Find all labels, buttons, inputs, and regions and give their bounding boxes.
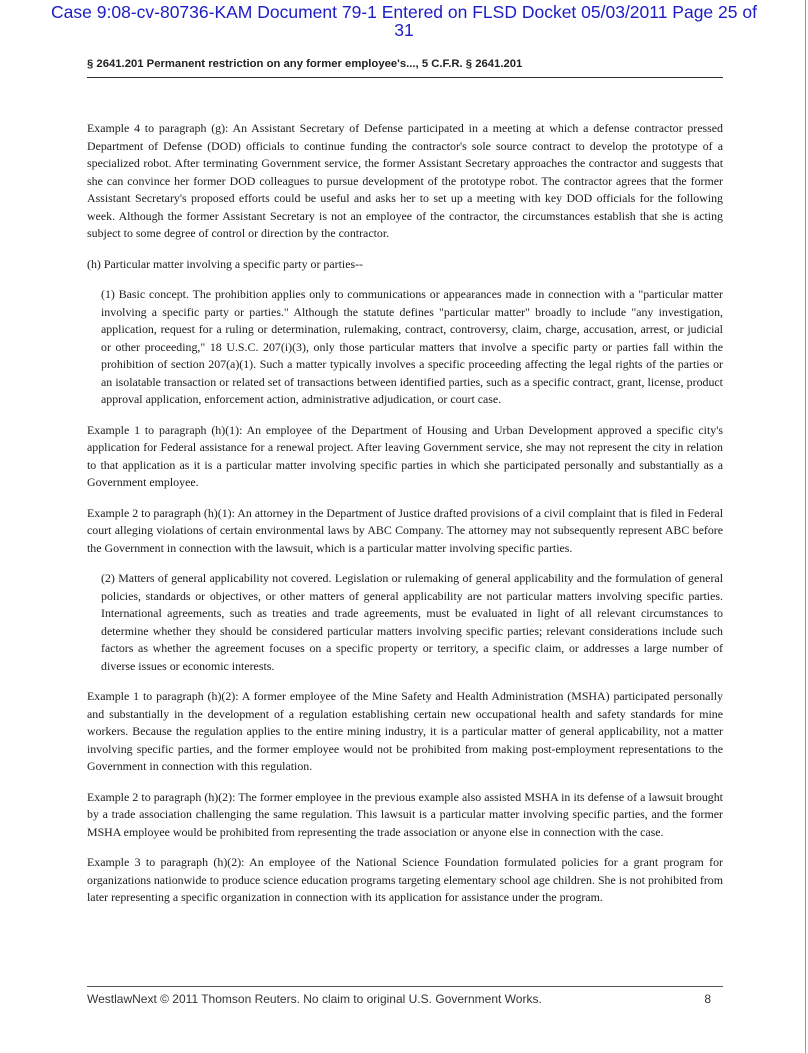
header-divider	[87, 77, 723, 78]
stamp-line-1: Case 9:08-cv-80736-KAM Document 79-1 Entered on FLSD Docket 05/03/2011 Page 25 of	[51, 2, 757, 22]
paragraph-h1-basic-concept: (1) Basic concept. The prohibition applies only to communications or appearances made in connection with a "particular matter involving a specific party or parties." Although the statute defines "particular matter" broadly to include "any investigation, application, request for a ruling or determination, rulemaking, contract, controversy, claim, charge, accusation, arrest, or judicial or other proceeding," 18 U.S.C. 207(i)(3), only those particular matters that involve a specific party or parties fall within the prohibition of section 207(a)(1). Such a matter typically involves a specific proceeding affecting the legal rights of the parties or an isolatable transaction or related set of transactions between identified parties, such as a specific contract, grant, license, product approval application, enforcement action, administrative adjudication, or court case.	[101, 287, 723, 406]
page-footer	[87, 992, 723, 1006]
document-header: § 2641.201 Permanent restriction on any former employee's..., 5 C.F.R. § 2641.201	[87, 58, 523, 70]
paragraph-example-1-h2: Example 1 to paragraph (h)(2): A former employee of the Mine Safety and Health Administration (MSHA) participated personally and substantially in the development of a regulation establishing certain new occupational health and safety standards for mine workers. Because the regulation applies to the entire mining industry, it is a particular matter of general applicability, not a matter involving specific parties, and the former employee would not be prohibited from making post-employment representations to the Government in connection with this regulation.	[87, 689, 723, 773]
page-number: 8	[704, 992, 711, 1006]
stamp-line-2: 31	[394, 20, 414, 40]
document-body	[87, 120, 723, 920]
paragraph-h-heading: (h) Particular matter involving a specific party or parties--	[87, 256, 364, 271]
paragraph-h2-general-applicability: (2) Matters of general applicability not covered. Legislation or rulemaking of general applicability and the formulation of general policies, standards or objectives, or other matters of general applicability are not particular matters involving specific parties. International agreements, such as treaties and trade agreements, must be evaluated in light of all relevant circumstances to determine whether they should be considered particular matters involving specific parties; relevant considerations include such factors as whether the agreement focuses on a specific property or territory, a specific claim, or addresses a large number of diverse issues or economic interests.	[101, 571, 723, 673]
page-edge-line	[805, 0, 806, 1053]
footer-copyright: WestlawNext © 2011 Thomson Reuters. No claim to original U.S. Government Works.	[87, 992, 542, 1006]
paragraph-example-2-h1: Example 2 to paragraph (h)(1): An attorney in the Department of Justice drafted provisions of a civil complaint that is filed in Federal court alleging violations of certain environmental laws by ABC Company. The attorney may not subsequently represent ABC before the Government in connection with the lawsuit, which is a particular matter involving specific parties.	[87, 505, 723, 555]
paragraph-example-2-h2: Example 2 to paragraph (h)(2): The former employee in the previous example also assisted MSHA in its defense of a lawsuit brought by a trade association challenging the same regulation. This lawsuit is a particular matter involving specific parties, and the former MSHA employee would be prohibited from representing the trade association or anyone else in connection with the case.	[87, 789, 723, 839]
paragraph-example-1-h1: Example 1 to paragraph (h)(1): An employee of the Department of Housing and Urban Development approved a specific city's application for Federal assistance for a renewal project. After leaving Government service, she may not represent the city in relation to that application as it is a particular matter involving specific parties in which she participated personally and substantially as a Government employee.	[87, 422, 723, 489]
paragraph-example-3-h2: Example 3 to paragraph (h)(2): An employee of the National Science Foundation formulated policies for a grant program for organizations nationwide to produce science education programs targeting elementary school age children. She is not prohibited from later representing a specific organization in connection with its application for assistance under the program.	[87, 855, 723, 904]
court-filing-stamp	[0, 3, 808, 39]
footer-divider	[87, 986, 723, 987]
paragraph-example-4-g: Example 4 to paragraph (g): An Assistant Secretary of Defense participated in a meeting at which a defense contractor pressed Department of Defense (DOD) officials to continue funding the contractor's sole source contract to develop the prototype of a specialized robot. After terminating Government service, the former Assistant Secretary approaches the contractor and suggests that she can convince her former DOD colleagues to pursue development of the prototype robot. The contractor agrees that the former Assistant Secretary's proposed efforts could be useful and asks her to set up a meeting with key DOD officials for the following week. Although the former Assistant Secretary is not an employee of the contractor, the circumstances establish that she is acting subject to some degree of control or direction by the contractor.	[87, 121, 723, 240]
